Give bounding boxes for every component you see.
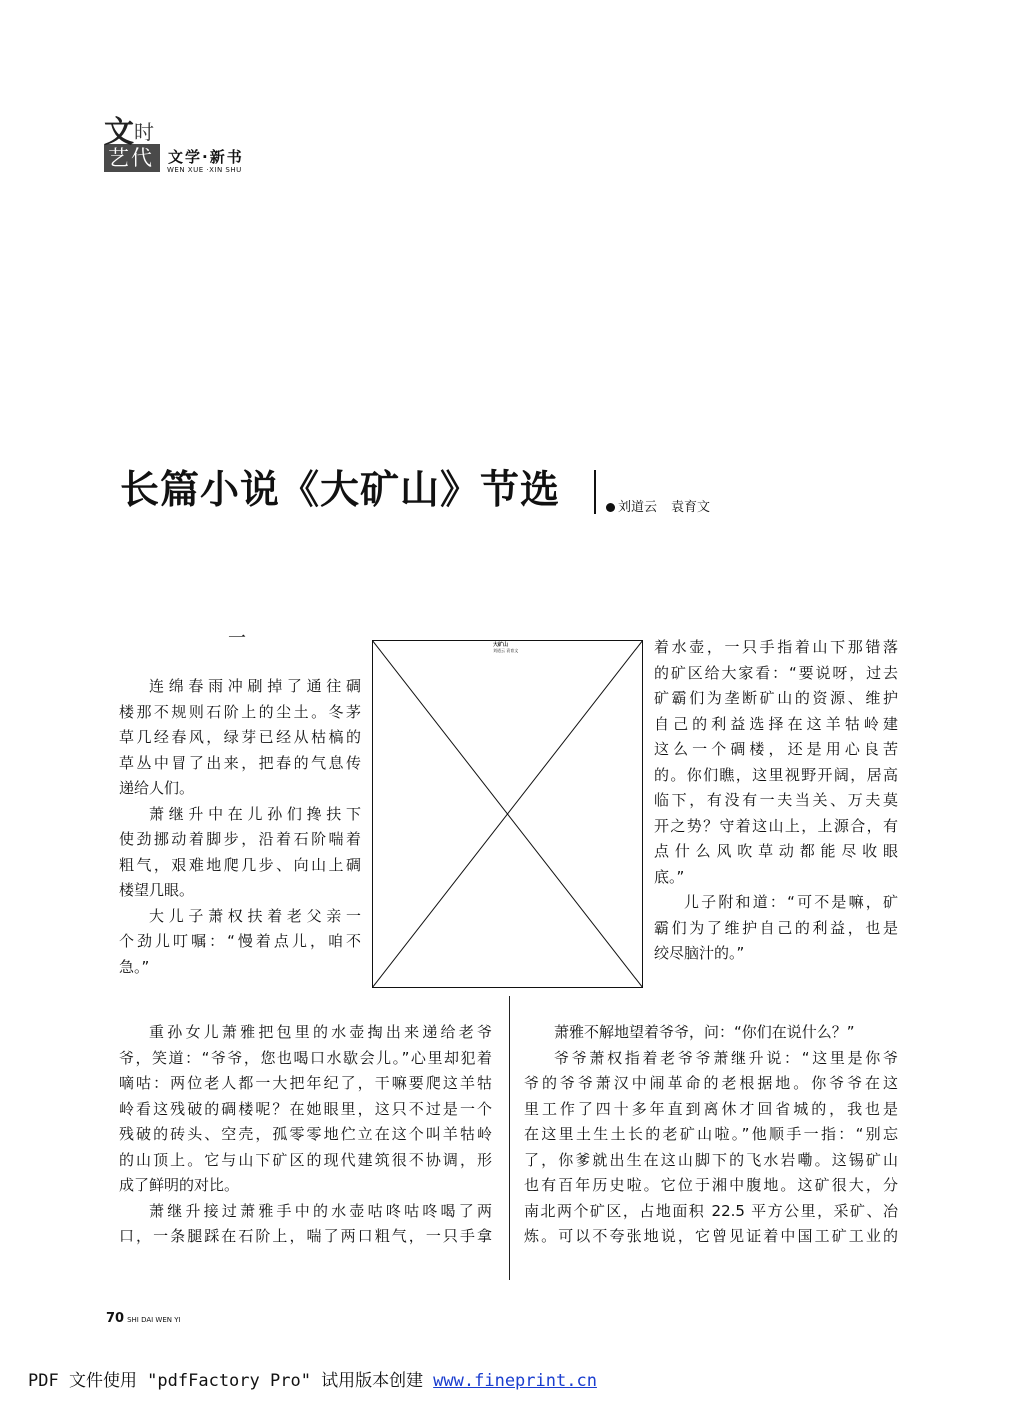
- pdf-watermark: [28, 1366, 597, 1391]
- text-line: 绞尽脑汁的。”: [654, 944, 745, 962]
- section-pinyin: WEN XUE ·XIN SHU: [167, 166, 242, 174]
- text-line: 点什么风吹草动都能尽收眼: [654, 842, 898, 860]
- text-line: 着水壶，一只手指着山下那错落: [654, 638, 898, 656]
- text-line: 矿霸们为垄断矿山的资源、维护: [654, 689, 898, 707]
- text-line: 使劲挪动着脚步，沿着石阶喘着: [119, 830, 361, 848]
- article-title: 长篇小说《大矿山》节选: [120, 467, 561, 513]
- text-line: 霸们为了维护自己的利益，也是: [654, 918, 898, 937]
- text-line: 萧继升接过萧雅手中的水壶咕咚咕咚喝了两: [149, 1201, 492, 1220]
- text-line: 的矿区给大家看：“要说呀，过去: [654, 663, 898, 682]
- text-line: 爷爷萧权指着老爷爷萧继升说：“这里是你爷: [554, 1048, 898, 1067]
- text-line: 粗气，艰难地爬几步、向山上碉: [119, 855, 361, 874]
- section-title: 文学·新书: [168, 148, 244, 166]
- text-line: 临下，有没有一夫当关、万夫莫: [654, 791, 898, 809]
- text-line: 楼望几眼。: [119, 881, 195, 899]
- image-caption-sub: 刘道云 袁育文: [493, 648, 519, 653]
- text-column-right-top: [654, 635, 898, 967]
- text-column-right-bottom: [524, 1020, 898, 1250]
- text-line: 个劲儿叮嘱：“慢着点儿，咱不: [119, 932, 361, 950]
- text-line: 口，一条腿踩在石阶上，喘了两口粗气，一只手拿: [119, 1227, 492, 1245]
- page-number: [106, 1311, 181, 1326]
- text-line: 底。”: [654, 867, 685, 886]
- text-line: 了，你爹就出生在这山脚下的飞水岩嘞。这锡矿山: [524, 1150, 898, 1169]
- text-line: 萧继升中在儿孙们搀扶下: [149, 804, 361, 823]
- watermark-link[interactable]: www.fineprint.cn: [433, 1371, 597, 1391]
- text-line: 岭看这残破的碉楼呢？在她眼里，这只不过是一个: [119, 1099, 492, 1118]
- journal-logo: [104, 115, 160, 172]
- image-placeholder: [372, 640, 643, 988]
- missing-image-icon: [372, 640, 643, 988]
- text-line: 楼那不规则石阶上的尘土。冬茅: [119, 702, 361, 721]
- title-divider: [594, 470, 596, 514]
- author-2: 袁育文: [671, 500, 711, 515]
- text-line: 爷的爷爷萧汉中闹革命的老根据地。你爷爷在这: [524, 1074, 898, 1092]
- text-line: 大儿子萧权扶着老父亲一: [149, 906, 361, 925]
- text-line: 南北两个矿区，占地面积 22.5 平方公里，采矿、冶: [524, 1201, 898, 1220]
- text-line: 在这里土生土长的老矿山啦。”他顺手一指：“别忘: [524, 1125, 898, 1143]
- logo-line2: 艺代: [108, 146, 154, 170]
- text-line: 也有百年历史啦。它位于湘中腹地。这矿很大，分: [524, 1176, 898, 1194]
- text-line: 成了鲜明的对比。: [119, 1176, 240, 1194]
- text-line: 开之势？守着这山上，上源合，有: [654, 816, 898, 835]
- text-line: 嘀咕：两位老人都一大把年纪了，干嘛要爬这羊牯: [119, 1074, 492, 1092]
- text-line: 的。你们瞧，这里视野开阔，居高: [654, 765, 898, 784]
- text-line: 的山顶上。它与山下矿区的现代建筑很不协调，形: [119, 1150, 492, 1169]
- bullet-icon: [606, 503, 615, 512]
- column-divider: [509, 996, 510, 1280]
- text-line: 急。”: [119, 957, 150, 976]
- byline: [606, 496, 710, 515]
- text-line: 递给人们。: [119, 779, 195, 797]
- text-column-left-top: [119, 674, 361, 980]
- text-line: 里工作了四十多年直到离休才回省城的，我也是: [524, 1099, 898, 1118]
- text-line: 自己的利益选择在这羊牯岭建: [654, 714, 898, 733]
- logo-char-wen: 文: [104, 115, 134, 150]
- text-column-left-bottom: [119, 1020, 492, 1250]
- text-line: 儿子附和道：“可不是嘛，矿: [684, 893, 898, 911]
- text-line: 萧雅不解地望着爷爷，问：“你们在说什么？”: [554, 1023, 855, 1041]
- text-line: 炼。可以不夸张地说，它曾见证着中国工矿工业的: [524, 1227, 898, 1245]
- author-1: 刘道云: [618, 500, 658, 515]
- text-line: 这么一个碉楼，还是用心良苦: [654, 740, 898, 758]
- logo-char-shi: 时: [134, 120, 154, 144]
- image-caption: 大矿山: [493, 642, 509, 648]
- journal-pinyin: SHI DAI WEN YI: [127, 1316, 181, 1324]
- text-line: 草丛中冒了出来，把春的气息传: [119, 753, 361, 772]
- watermark-text: PDF 文件使用 "pdfFactory Pro" 试用版本创建: [28, 1371, 424, 1391]
- page-number-value: 70: [106, 1311, 125, 1326]
- text-line: 重孙女儿萧雅把包里的水壶掏出来递给老爷: [149, 1023, 492, 1041]
- text-line: 草几经春风，绿芽已经从枯槁的: [119, 728, 361, 746]
- chapter-number: 一: [228, 628, 246, 649]
- text-line: 连绵春雨冲刷掉了通往碉: [149, 677, 361, 695]
- text-line: 残破的砖头、空壳，孤零零地伫立在这个叫羊牯岭: [119, 1125, 492, 1143]
- text-line: 爷，笑道：“爷爷，您也喝口水歇会儿。”心里却犯着: [119, 1048, 492, 1067]
